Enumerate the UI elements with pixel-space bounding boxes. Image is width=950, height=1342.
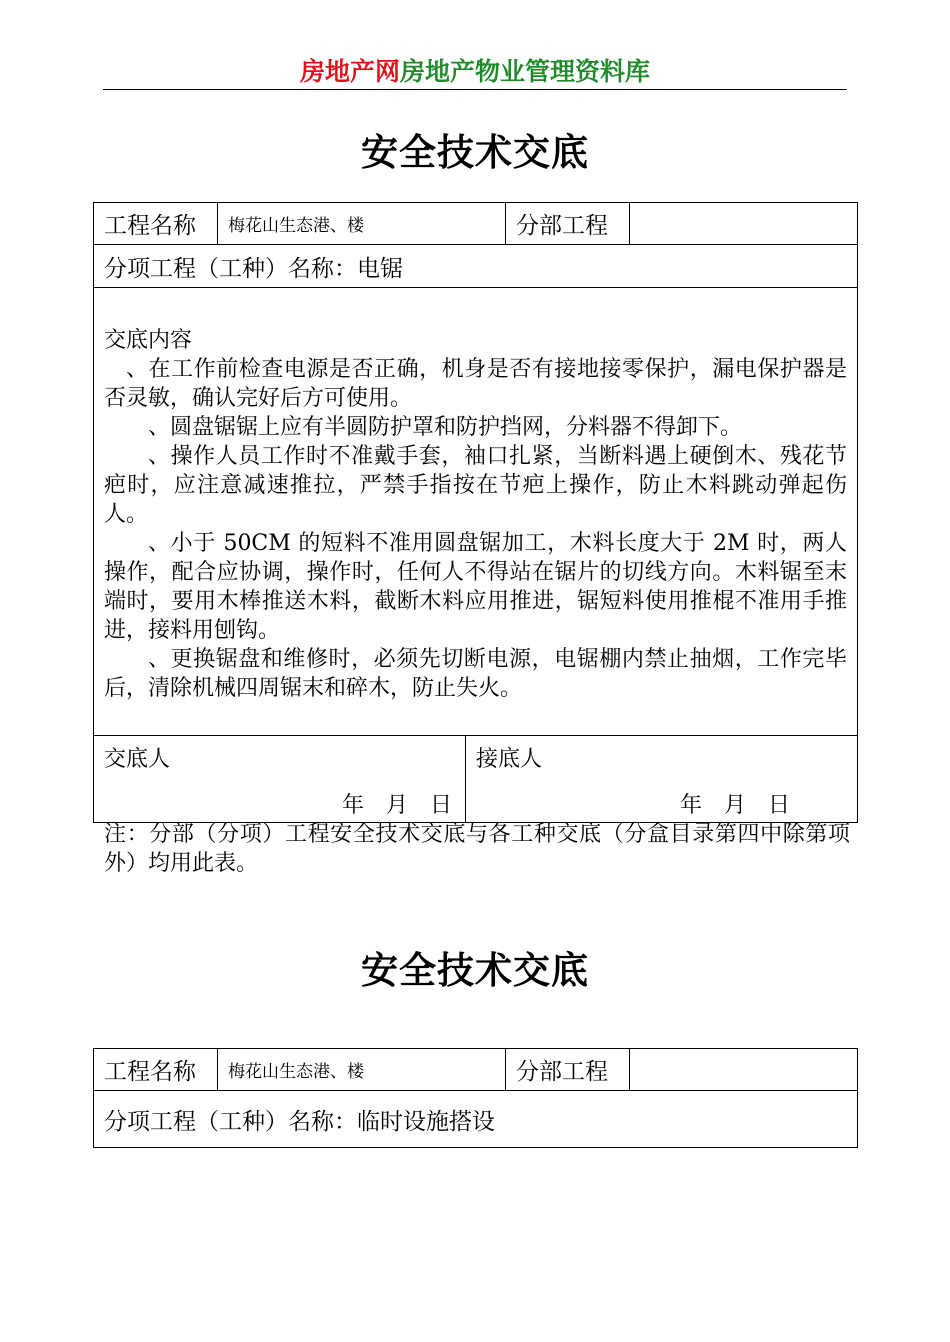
content-label: 交底内容 <box>104 328 193 353</box>
doc1-division-label: 分部工程 <box>506 203 630 244</box>
doc2-division-label: 分部工程 <box>506 1049 630 1090</box>
doc2-form <box>93 1048 858 1148</box>
doc1-project-row <box>94 203 857 245</box>
header-site-name: 房地产网 <box>299 57 400 86</box>
doc2-title: 安全技术交底 <box>361 949 589 992</box>
doc1-project-value: 梅花山生态港、楼 <box>218 203 506 244</box>
giver-label: 交底人 <box>104 747 171 772</box>
page-header <box>103 55 847 90</box>
doc2-division-value <box>630 1049 857 1090</box>
doc1-signature-row <box>94 736 857 822</box>
doc1-title: 安全技术交底 <box>361 131 589 174</box>
giver-date: 年 月 日 <box>342 793 453 818</box>
doc1-content <box>94 288 857 735</box>
content-paragraph-1: 、在工作前检查电源是否正确，机身是否有接地接零保护，漏电保护器是否灵敏，确认完好后方可使用。 <box>104 357 847 411</box>
content-paragraph-5: 、更换锯盘和维修时，必须先切断电源，电锯棚内禁止抽烟，工作完毕后，清除机械四周锯末和碎木，防止失火。 <box>104 647 847 701</box>
content-paragraph-2: 、圆盘锯锯上应有半圆防护罩和防护挡网，分料器不得卸下。 <box>148 415 743 440</box>
doc2-project-label: 工程名称 <box>94 1049 218 1090</box>
doc2-project-value: 梅花山生态港、楼 <box>218 1049 506 1090</box>
doc1-giver-cell <box>94 736 466 822</box>
doc1-project-label: 工程名称 <box>94 203 218 244</box>
doc1-note: 注：分部（分项）工程安全技术交底与各工种交底（分盒目录第四中除第项外）均用此表。 <box>104 822 850 876</box>
doc1-subitem-row <box>94 245 857 288</box>
receiver-label: 接底人 <box>476 747 543 772</box>
doc1-content-row <box>94 288 857 736</box>
header-library-name: 房地产物业管理资料库 <box>400 57 651 86</box>
doc2-subitem-row <box>94 1091 857 1147</box>
doc2-project-row <box>94 1049 857 1091</box>
content-paragraph-4: 、小于 50CM 的短料不准用圆盘锯加工，木料长度大于 2M 时，两人操作，配合应协调，操作时，任何人不得站在锯片的切线方向。木料锯至末端时，要用木棒推送木料，截断木料应用推进，锯短料使用推棍不准用手推进，接料用刨钩。 <box>104 531 847 643</box>
receiver-date: 年 月 日 <box>680 793 791 818</box>
content-paragraph-3: 、操作人员工作时不准戴手套，袖口扎紧，当断料遇上硬倒木、残花节疤时，应注意减速推拉，严禁手指按在节疤上操作，防止木料跳动弹起伤人。 <box>104 444 847 527</box>
doc1-subitem: 分项工程（工种）名称：电锯 <box>104 255 403 282</box>
doc1-division-value <box>630 203 857 244</box>
doc1-form <box>93 202 858 823</box>
doc2-subitem: 分项工程（工种）名称：临时设施搭设 <box>104 1108 495 1135</box>
doc1-receiver-cell <box>466 736 857 822</box>
